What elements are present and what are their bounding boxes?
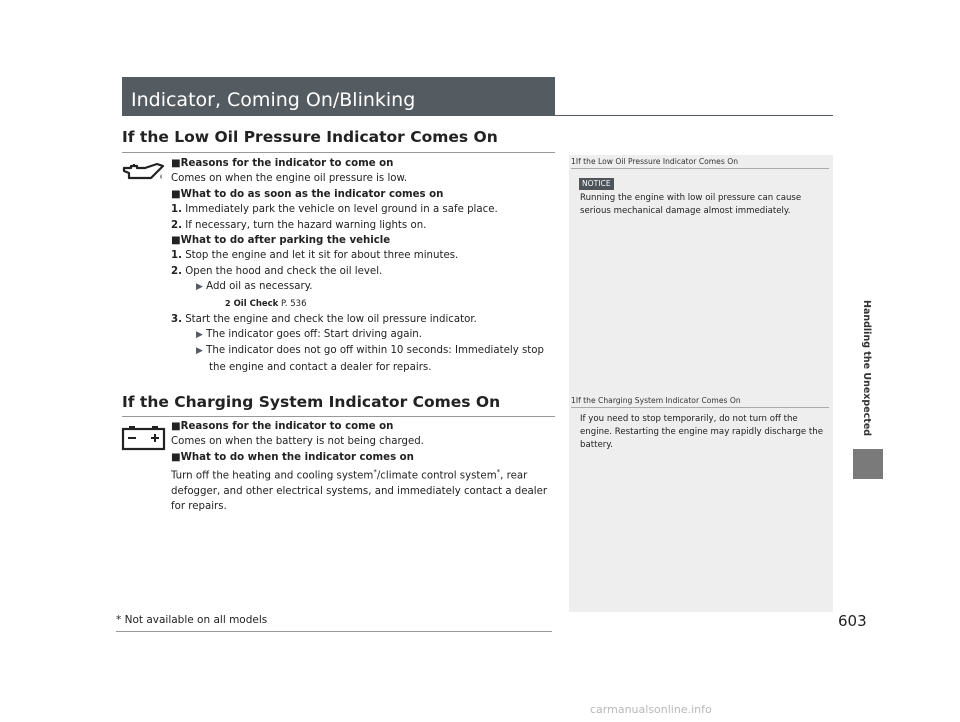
chapter-label: Handling the Unexpected [861,300,872,437]
oil-note-title: 1If the Low Oil Pressure Indicator Comes On [571,157,739,166]
arrow-icon: ▶ [196,282,203,293]
charging-note-text: If you need to stop temporarily, do not turn off the engine. Restarting the engine may rapidly discharge the battery. [580,414,824,450]
charging-heading-rule [122,416,555,417]
charging-note-title: 1If the Charging System Indicator Comes On [571,396,741,405]
charging-todo-text: Turn off the heating and cooling system*/climate control system*, rear defogger, and other electrical systems, and immediately contact a dealer for repairs. [171,468,548,513]
section-title: Indicator, Coming On/Blinking [131,89,416,111]
footnote: * Not available on all models [116,614,268,626]
charging-heading: If the Charging System Indicator Comes On [122,393,501,411]
charging-note-rule [571,407,829,408]
oil-note-text: Running the engine with low oil pressure can cause serious mechanical damage almost immediately. [580,193,802,216]
note-icon: 1 [571,396,576,405]
arrow-icon: ▶ [196,330,203,341]
oil-after-step-3-sub1: ▶ The indicator goes off: Start driving again. [196,329,422,341]
oil-after-step-1: 1. Stop the engine and let it sit for about three minutes. [171,250,459,262]
watermark: carmanualsonline.info [590,703,712,716]
oil-heading-rule [122,152,555,153]
oil-asap-step-2: 2. If necessary, turn the hazard warning lights on. [171,219,427,231]
battery-icon [121,424,166,451]
oil-after-step-3: 3. Start the engine and check the low oil pressure indicator. [171,313,477,325]
oil-after-step-3-sub2: ▶ The indicator does not go off within 10 seconds: Immediately stop the engine and contact a dealer for repairs. [196,345,544,373]
oil-note-rule [571,168,829,169]
oil-reasons-text: Comes on when the engine oil pressure is low. [171,173,408,185]
oil-pressure-icon [121,160,166,187]
page-number: 603 [838,612,867,630]
oil-asap-step-1: 1. Immediately park the vehicle on level ground in a safe place. [171,204,498,216]
charging-todo-title: ■What to do when the indicator comes on [171,451,414,463]
oil-after-title: ■What to do after parking the vehicle [171,235,391,247]
note-icon: 1 [571,157,576,166]
oil-after-step-2-sub: ▶ Add oil as necessary. [196,281,313,293]
arrow-icon: ▶ [196,346,203,357]
notes-sidebar [569,155,833,612]
footnote-rule [116,631,552,632]
chapter-tab[interactable] [853,449,883,479]
notice-badge: NOTICE [579,178,614,190]
reference-icon: 2 [225,298,231,308]
charging-reasons-title: ■Reasons for the indicator to come on [171,421,394,432]
oil-check-reference[interactable]: 2 Oil Check P. 536 [171,296,556,312]
oil-asap-title: ■What to do as soon as the indicator comes on [171,188,444,200]
charging-reasons-text: Comes on when the battery is not being charged. [171,436,424,448]
charging-body [171,419,556,515]
oil-body [171,156,556,375]
oil-after-step-2: 2. Open the hood and check the oil level. [171,265,383,277]
oil-heading: If the Low Oil Pressure Indicator Comes On [122,128,498,146]
oil-reasons-title: ■Reasons for the indicator to come on [171,158,394,169]
header-divider [122,115,833,116]
